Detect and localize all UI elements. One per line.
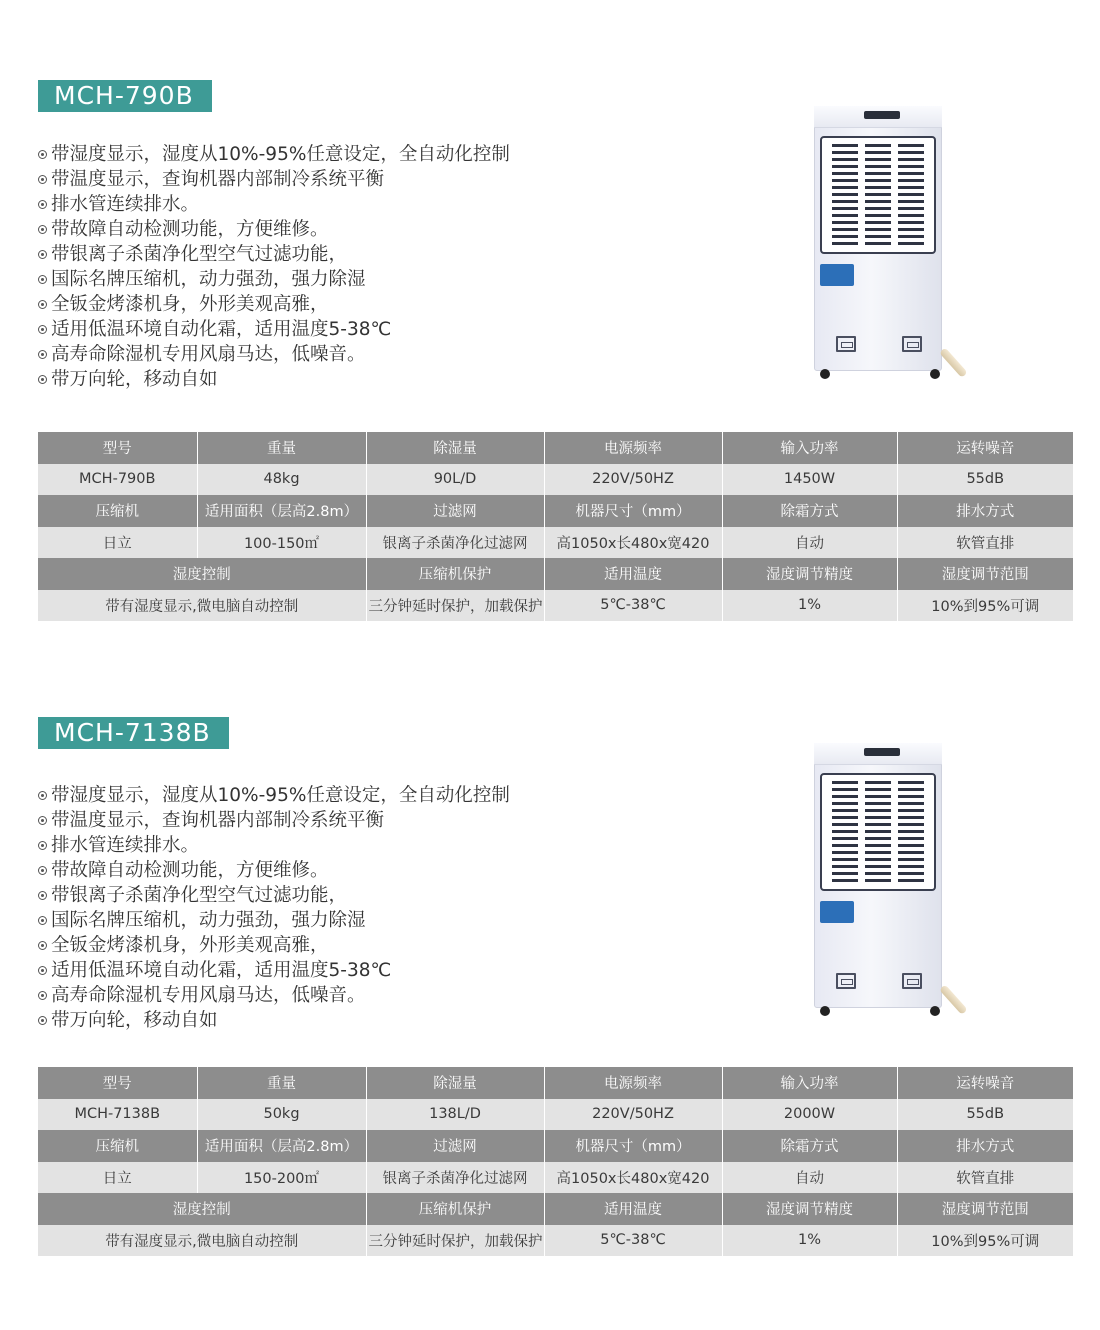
spec-header-cell: 运转噪音 <box>897 1067 1073 1099</box>
bullet-icon <box>38 841 47 850</box>
feature-item: 全钣金烤漆机身，外形美观高雅， <box>38 292 510 317</box>
bullet-icon <box>38 300 47 309</box>
feature-item: 国际名牌压缩机，动力强劲，强力除湿 <box>38 908 510 933</box>
spec-header-cell: 机器尺寸（mm） <box>544 495 722 527</box>
dehumidifier-image <box>806 106 981 391</box>
feature-item: 国际名牌压缩机，动力强劲，强力除湿 <box>38 267 510 292</box>
spec-table <box>38 1067 1073 1256</box>
spec-value-cell: 带有湿度显示,微电脑自动控制 <box>38 1225 366 1257</box>
spec-value-cell: 220V/50HZ <box>544 1099 722 1131</box>
bullet-icon <box>38 225 47 234</box>
feature-list <box>38 783 510 1033</box>
spec-header-cell: 压缩机保护 <box>366 558 544 590</box>
spec-header-cell: 压缩机 <box>38 1130 197 1162</box>
feature-list <box>38 142 510 392</box>
spec-header-cell: 湿度调节范围 <box>897 1193 1073 1225</box>
spec-header-cell: 适用面积（层高2.8m） <box>197 1130 366 1162</box>
bullet-icon <box>38 866 47 875</box>
spec-value-cell: 220V/50HZ <box>544 464 722 496</box>
feature-item: 带湿度显示，湿度从10%-95%任意设定，全自动化控制 <box>38 783 510 808</box>
spec-header-cell: 输入功率 <box>722 1067 897 1099</box>
spec-value-cell: 高1050x长480x宽420 <box>544 1162 722 1194</box>
spec-value-cell: 150-200㎡ <box>197 1162 366 1194</box>
spec-value-row <box>38 1162 1073 1194</box>
feature-item: 带万向轮，移动自如 <box>38 367 510 392</box>
spec-value-cell: 5℃-38℃ <box>544 590 722 622</box>
spec-value-cell: 2000W <box>722 1099 897 1131</box>
spec-header-cell: 排水方式 <box>897 1130 1073 1162</box>
bullet-icon <box>38 175 47 184</box>
spec-header-cell: 除霜方式 <box>722 495 897 527</box>
spec-value-cell: 55dB <box>897 464 1073 496</box>
dehumidifier-image <box>806 743 981 1028</box>
spec-header-row <box>38 1193 1073 1225</box>
spec-header-cell: 除湿量 <box>366 432 544 464</box>
bullet-icon <box>38 350 47 359</box>
spec-header-cell: 湿度控制 <box>38 1193 366 1225</box>
bullet-icon <box>38 916 47 925</box>
spec-table <box>38 432 1073 621</box>
spec-value-cell: 软管直排 <box>897 1162 1073 1194</box>
spec-value-cell: 5℃-38℃ <box>544 1225 722 1257</box>
model-title: MCH-7138B <box>38 717 229 749</box>
spec-header-cell: 型号 <box>38 432 197 464</box>
spec-header-cell: 重量 <box>197 1067 366 1099</box>
spec-header-cell: 过滤网 <box>366 1130 544 1162</box>
spec-value-cell: 日立 <box>38 527 197 559</box>
feature-item: 带湿度显示，湿度从10%-95%任意设定，全自动化控制 <box>38 142 510 167</box>
spec-value-cell: 自动 <box>722 1162 897 1194</box>
spec-header-cell: 湿度调节精度 <box>722 1193 897 1225</box>
spec-value-row <box>38 590 1073 622</box>
spec-header-row <box>38 1130 1073 1162</box>
spec-value-cell: 1% <box>722 590 897 622</box>
spec-header-cell: 重量 <box>197 432 366 464</box>
feature-item: 带万向轮，移动自如 <box>38 1008 510 1033</box>
feature-item: 排水管连续排水。 <box>38 192 510 217</box>
spec-value-cell: 55dB <box>897 1099 1073 1131</box>
spec-value-cell: MCH-790B <box>38 464 197 496</box>
spec-header-cell: 湿度调节精度 <box>722 558 897 590</box>
bullet-icon <box>38 200 47 209</box>
spec-value-cell: 1450W <box>722 464 897 496</box>
spec-header-cell: 电源频率 <box>544 1067 722 1099</box>
spec-header-cell: 排水方式 <box>897 495 1073 527</box>
spec-header-cell: 除湿量 <box>366 1067 544 1099</box>
bullet-icon <box>38 941 47 950</box>
spec-header-row <box>38 432 1073 464</box>
bullet-icon <box>38 375 47 384</box>
bullet-icon <box>38 275 47 284</box>
feature-item: 带银离子杀菌净化型空气过滤功能， <box>38 883 510 908</box>
feature-item: 带温度显示，查询机器内部制冷系统平衡 <box>38 808 510 833</box>
spec-value-row <box>38 527 1073 559</box>
feature-item: 带银离子杀菌净化型空气过滤功能， <box>38 242 510 267</box>
bullet-icon <box>38 816 47 825</box>
spec-header-cell: 运转噪音 <box>897 432 1073 464</box>
spec-header-cell: 适用温度 <box>544 1193 722 1225</box>
bullet-icon <box>38 1016 47 1025</box>
spec-value-cell: MCH-7138B <box>38 1099 197 1131</box>
bullet-icon <box>38 150 47 159</box>
spec-header-cell: 压缩机保护 <box>366 1193 544 1225</box>
feature-item: 带温度显示，查询机器内部制冷系统平衡 <box>38 167 510 192</box>
spec-header-cell: 电源频率 <box>544 432 722 464</box>
spec-value-row <box>38 1225 1073 1257</box>
bullet-icon <box>38 250 47 259</box>
feature-item: 高寿命除湿机专用风扇马达，低噪音。 <box>38 342 510 367</box>
feature-item: 高寿命除湿机专用风扇马达，低噪音。 <box>38 983 510 1008</box>
bullet-icon <box>38 891 47 900</box>
spec-header-row <box>38 558 1073 590</box>
bullet-icon <box>38 325 47 334</box>
spec-value-cell: 138L/D <box>366 1099 544 1131</box>
spec-header-cell: 过滤网 <box>366 495 544 527</box>
spec-header-cell: 适用面积（层高2.8m） <box>197 495 366 527</box>
spec-header-cell: 除霜方式 <box>722 1130 897 1162</box>
spec-value-cell: 带有湿度显示,微电脑自动控制 <box>38 590 366 622</box>
spec-header-cell: 湿度调节范围 <box>897 558 1073 590</box>
spec-header-cell: 型号 <box>38 1067 197 1099</box>
bullet-icon <box>38 966 47 975</box>
spec-value-cell: 银离子杀菌净化过滤网 <box>366 1162 544 1194</box>
spec-value-cell: 10%到95%可调 <box>897 1225 1073 1257</box>
spec-value-cell: 高1050x长480x宽420 <box>544 527 722 559</box>
spec-value-cell: 三分钟延时保护，加载保护 <box>366 1225 544 1257</box>
spec-value-cell: 90L/D <box>366 464 544 496</box>
spec-value-cell: 自动 <box>722 527 897 559</box>
feature-item: 全钣金烤漆机身，外形美观高雅， <box>38 933 510 958</box>
spec-value-row <box>38 1099 1073 1131</box>
feature-item: 适用低温环境自动化霜，适用温度5-38℃ <box>38 317 510 342</box>
spec-value-cell: 1% <box>722 1225 897 1257</box>
feature-item: 排水管连续排水。 <box>38 833 510 858</box>
spec-value-cell: 软管直排 <box>897 527 1073 559</box>
spec-value-cell: 50kg <box>197 1099 366 1131</box>
spec-value-cell: 银离子杀菌净化过滤网 <box>366 527 544 559</box>
feature-item: 带故障自动检测功能，方便维修。 <box>38 858 510 883</box>
spec-header-row <box>38 495 1073 527</box>
spec-value-cell: 三分钟延时保护，加载保护 <box>366 590 544 622</box>
spec-header-cell: 输入功率 <box>722 432 897 464</box>
spec-value-cell: 100-150㎡ <box>197 527 366 559</box>
spec-value-cell: 日立 <box>38 1162 197 1194</box>
spec-value-cell: 48kg <box>197 464 366 496</box>
spec-header-cell: 适用温度 <box>544 558 722 590</box>
bullet-icon <box>38 791 47 800</box>
model-title: MCH-790B <box>38 80 212 112</box>
bullet-icon <box>38 991 47 1000</box>
spec-header-cell: 压缩机 <box>38 495 197 527</box>
feature-item: 适用低温环境自动化霜，适用温度5-38℃ <box>38 958 510 983</box>
feature-item: 带故障自动检测功能，方便维修。 <box>38 217 510 242</box>
spec-header-cell: 机器尺寸（mm） <box>544 1130 722 1162</box>
spec-value-row <box>38 464 1073 496</box>
spec-header-cell: 湿度控制 <box>38 558 366 590</box>
spec-value-cell: 10%到95%可调 <box>897 590 1073 622</box>
spec-header-row <box>38 1067 1073 1099</box>
